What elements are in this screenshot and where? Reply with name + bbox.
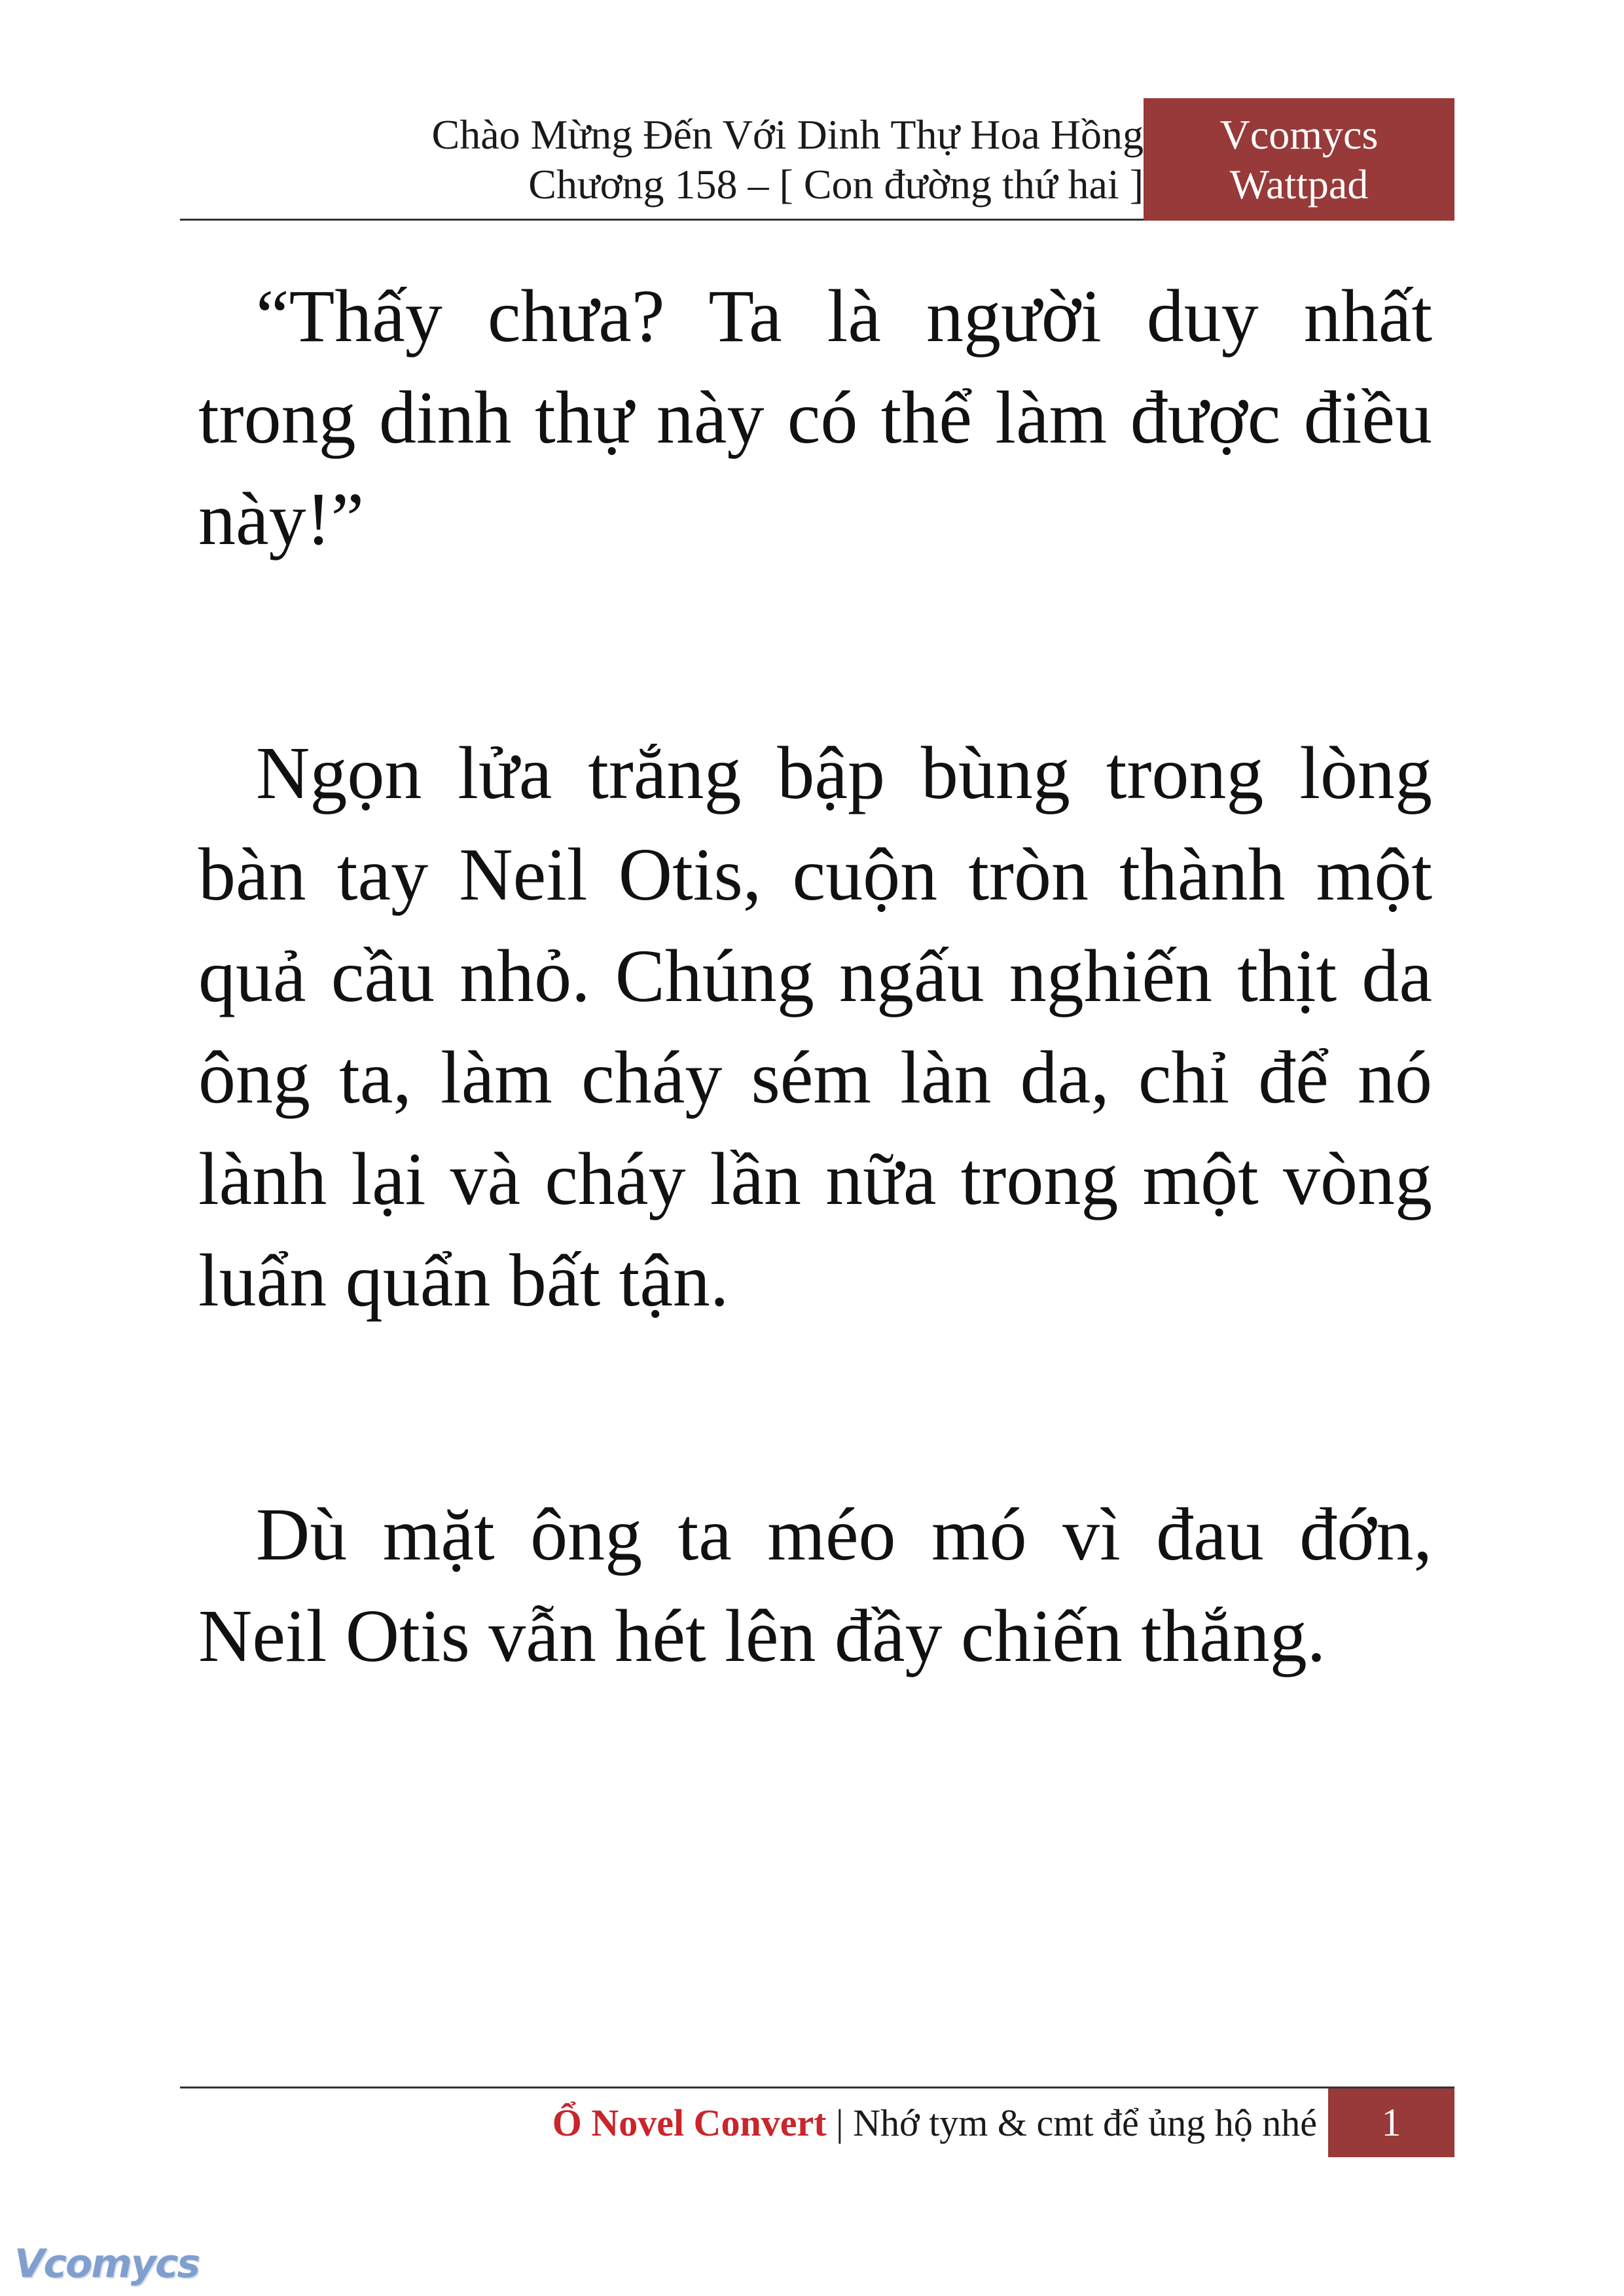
- brand-line-wattpad: Wattpad: [1229, 161, 1369, 208]
- footer-separator: |: [826, 2102, 854, 2144]
- header-divider: [180, 219, 1144, 221]
- header-titles: [432, 110, 1144, 210]
- footer-message: Nhớ tym & cmt để ủng hộ nhé: [853, 2102, 1317, 2144]
- footer-divider: [180, 2086, 1454, 2088]
- brand-line-vcomycs: Vcomycs: [1219, 111, 1379, 158]
- page-footer: [180, 2086, 1454, 2157]
- footer-text: [552, 2098, 1317, 2148]
- header-brand-box: [1144, 98, 1454, 221]
- page-header: [180, 98, 1454, 221]
- chapter-title: Chương 158 – [ Con đường thứ hai ]: [528, 161, 1144, 208]
- page-number: 1: [1328, 2088, 1454, 2157]
- paragraph-1: “Thấy chưa? Ta là người duy nhất trong dinh thự này có thể làm được điều này!”: [198, 274, 1432, 560]
- book-title: Chào Mừng Đến Với Dinh Thự Hoa Hồng: [431, 111, 1144, 158]
- paragraph-3: Dù mặt ông ta méo mó vì đau đớn, Neil Otis vẫn hét lên đầy chiến thắng.: [198, 1493, 1432, 1677]
- watermark-logo: Vcomycs: [14, 2241, 200, 2287]
- chapter-content: [198, 265, 1432, 1839]
- paragraph-2: Ngọn lửa trắng bập bùng trong lòng bàn tay Neil Otis, cuộn tròn thành một quả cầu nhỏ. Chúng ngấu nghiến thịt da ông ta, làm cháy sém làn da, chỉ để nó lành lại và cháy lần nữa trong một vòng luẩn quẩn bất tận.: [198, 731, 1432, 1322]
- footer-brand: Ổ Novel Convert: [552, 2102, 827, 2144]
